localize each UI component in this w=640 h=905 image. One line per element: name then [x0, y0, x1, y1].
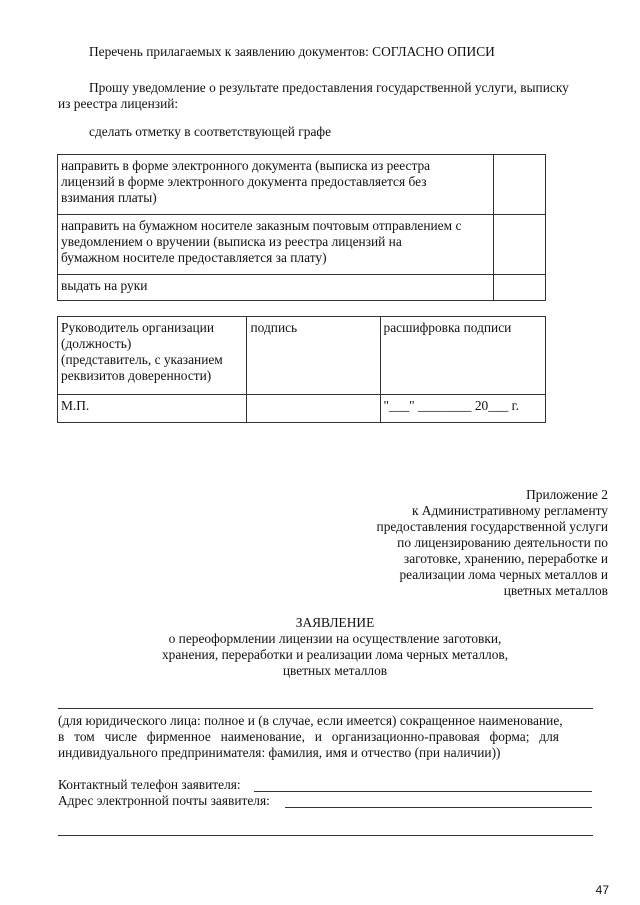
option-text-line: взимания платы) [61, 190, 157, 205]
signatory-line: (представитель, с указанием [61, 352, 223, 367]
appendix-line: предоставления государственной услуги [376, 519, 608, 534]
signature-decode-label-cell: расшифровка подписи [380, 317, 545, 395]
delivery-option-checkbox[interactable] [493, 275, 545, 301]
appendix-line: к Административному регламенту [411, 503, 608, 518]
stamp-label: М.П. [61, 398, 90, 413]
signature-table [57, 316, 546, 423]
applicant-hint-line: в том числе фирменное наименование, и организационно-правовая форма; для [58, 729, 559, 744]
statement-title: ЗАЯВЛЕНИЕ [295, 615, 375, 630]
option-text-line: лицензий в форме электронного документа предоставляется без [61, 174, 427, 189]
phone-row [58, 777, 241, 793]
page-number: 47 [595, 883, 609, 897]
statement-subtitle-line: хранения, переработки и реализации лома черных металлов, [161, 647, 509, 662]
date-field[interactable]: "___" ________ 20___ г. [380, 395, 545, 423]
option-text-line: направить на бумажном носителе заказным почтовым отправлением с [61, 218, 462, 233]
delivery-option-row [58, 275, 546, 301]
statement-subtitle-line: цветных металлов [282, 663, 388, 678]
applicant-name-field[interactable] [58, 708, 593, 709]
applicant-hint-line: (для юридического лица: полное и (в случае, если имеется) сокращенное наименование, [58, 713, 563, 728]
signature-header-row [58, 317, 546, 395]
signatory-line: (должность) [61, 336, 132, 351]
delivery-option-checkbox[interactable] [493, 155, 545, 215]
appendix-line: цветных металлов [503, 583, 608, 598]
appendix-line: реализации лома черных металлов и [399, 567, 608, 582]
option-text-line: бумажном носителе предоставляется за плату) [61, 250, 327, 265]
appendix-line: заготовке, хранению, переработке и [403, 551, 608, 566]
email-row [58, 793, 270, 809]
statement-subtitle-line: о переоформлении лицензии на осуществление заготовки, [168, 631, 502, 646]
appendix-line: Приложение 2 [526, 487, 608, 502]
attached-documents-line: Перечень прилагаемых к заявлению документов: СОГЛАСНО ОПИСИ [89, 44, 495, 59]
email-label: Адрес электронной почты заявителя: [58, 793, 270, 808]
phone-input[interactable] [254, 791, 592, 792]
appendix-header [308, 487, 608, 599]
email-input[interactable] [285, 807, 592, 808]
notification-request-line-2: из реестра лицензий: [58, 96, 179, 111]
phone-label: Контактный телефон заявителя: [58, 777, 241, 792]
option-text-line: направить в форме электронного документа (выписка из реестра [61, 158, 431, 173]
signatory-line: реквизитов доверенности) [61, 368, 212, 383]
signature-label-cell: подпись [247, 317, 380, 395]
applicant-hint [58, 713, 595, 761]
signatory-line: Руководитель организации [61, 320, 215, 335]
statement-heading [40, 615, 630, 679]
option-text-line: выдать на руки [61, 278, 148, 293]
mark-instruction: сделать отметку в соответствующей графе [89, 124, 332, 139]
blank-line-field[interactable] [58, 835, 593, 836]
delivery-options-table [57, 154, 546, 301]
applicant-hint-line: индивидуального предпринимателя: фамилия, имя и отчество (при наличии)) [58, 745, 501, 760]
signatory-position-cell [58, 317, 247, 395]
delivery-option-label [58, 215, 494, 275]
notification-request-line-1: Прошу уведомление о результате предоставления государственной услуги, выписку [89, 80, 569, 95]
stamp-cell [58, 395, 247, 423]
signature-field[interactable] [247, 395, 380, 423]
delivery-option-label [58, 275, 494, 301]
delivery-option-row [58, 155, 546, 215]
option-text-line: уведомлением о вручении (выписка из реестра лицензий на [61, 234, 402, 249]
delivery-option-row [58, 215, 546, 275]
appendix-line: по лицензированию деятельности по [397, 535, 608, 550]
stamp-date-row [58, 395, 546, 423]
delivery-option-checkbox[interactable] [493, 215, 545, 275]
delivery-option-label [58, 155, 494, 215]
